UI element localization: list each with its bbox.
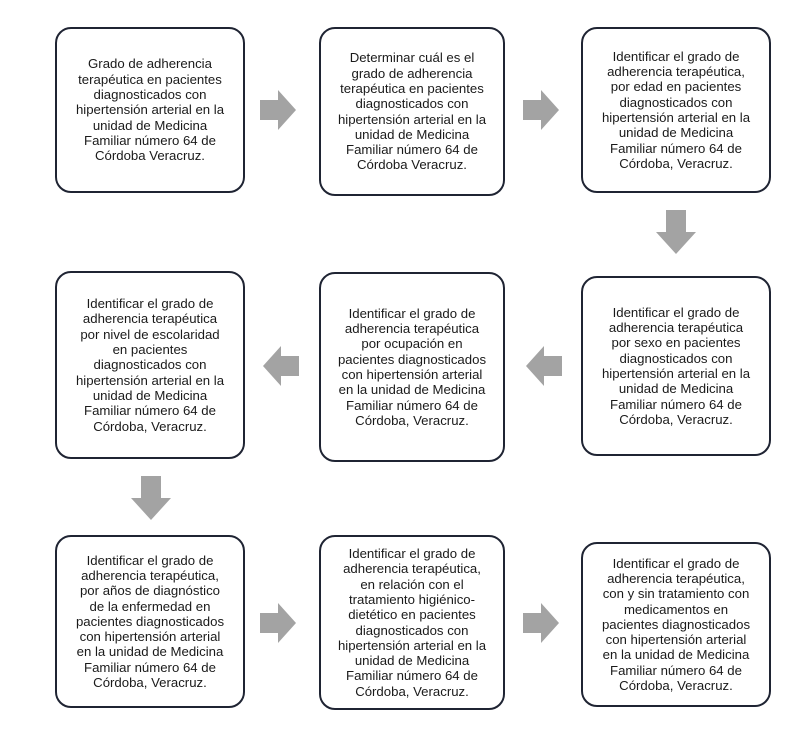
- flow-box-9: [581, 542, 771, 707]
- flow-box-7-text: Identificar el grado de adherencia terapéutica, por años de diagnóstico de la enfermedad en pacientes diagnosticados con hipertensión arterial en la unidad de Medicina Familiar número 64 de Córdoba, Veracruz.: [75, 552, 225, 691]
- arrow-left-2: [263, 346, 299, 386]
- flow-box-8-text: Identificar el grado de adherencia terapéutica, en relación con el tratamiento higiénico- dietético en pacientes diagnosticados con hipertensión arterial en la unidad de Medicina Familiar número 64 de Córdoba, Veracruz.: [337, 546, 487, 699]
- flow-box-2: [319, 27, 505, 196]
- arrow-down-1: [656, 210, 696, 254]
- flow-box-5-text: Identificar el grado de adherencia terapéutica por ocupación en pacientes diagnosticados con hipertensión arterial en la unidad de Medicina Familiar número 64 de Córdoba, Veracruz.: [337, 305, 487, 428]
- flow-box-6-text: Identificar el grado de adherencia terapéutica por nivel de escolaridad en pacientes diagnosticados con hipertensión arterial en la unidad de Medicina Familiar número 64 de Córdoba, Veracruz.: [75, 296, 225, 434]
- flow-box-3-text: Identificar el grado de adherencia terapéutica, por edad en pacientes diagnosticados con hipertensión arterial en la unidad de Medicina Familiar número 64 de Córdoba, Veracruz.: [601, 48, 751, 171]
- flow-box-1: [55, 27, 245, 193]
- arrow-right-2: [523, 90, 559, 130]
- arrow-right-4: [523, 603, 559, 643]
- flow-box-9-text: Identificar el grado de adherencia terapéutica, con y sin tratamiento con medicamentos en pacientes diagnosticados con hipertensión arterial en la unidad de Medicina Familiar número 64 de Córdoba, Veracruz.: [601, 555, 751, 694]
- flow-box-4: [581, 276, 771, 456]
- flow-box-3: [581, 27, 771, 193]
- arrow-right-3: [260, 603, 296, 643]
- flow-box-4-text: Identificar el grado de adherencia terapéutica por sexo en pacientes diagnosticados con hipertensión arterial en la unidad de Medicina Familiar número 64 de Córdoba, Veracruz.: [601, 304, 751, 427]
- flow-box-5: [319, 272, 505, 462]
- flow-box-2-text: Determinar cuál es el grado de adherencia terapéutica en pacientes diagnosticados con hipertensión arterial en la unidad de Medicina Familiar número 64 de Córdoba Veracruz.: [337, 50, 487, 173]
- flow-box-8: [319, 535, 505, 710]
- arrow-right-1: [260, 90, 296, 130]
- flow-box-6: [55, 271, 245, 459]
- flow-box-1-text: Grado de adherencia terapéutica en pacientes diagnosticados con hipertensión arterial en la unidad de Medicina Familiar número 64 de Córdoba Veracruz.: [75, 56, 225, 164]
- flow-box-7: [55, 535, 245, 708]
- arrow-left-1: [526, 346, 562, 386]
- arrow-down-2: [131, 476, 171, 520]
